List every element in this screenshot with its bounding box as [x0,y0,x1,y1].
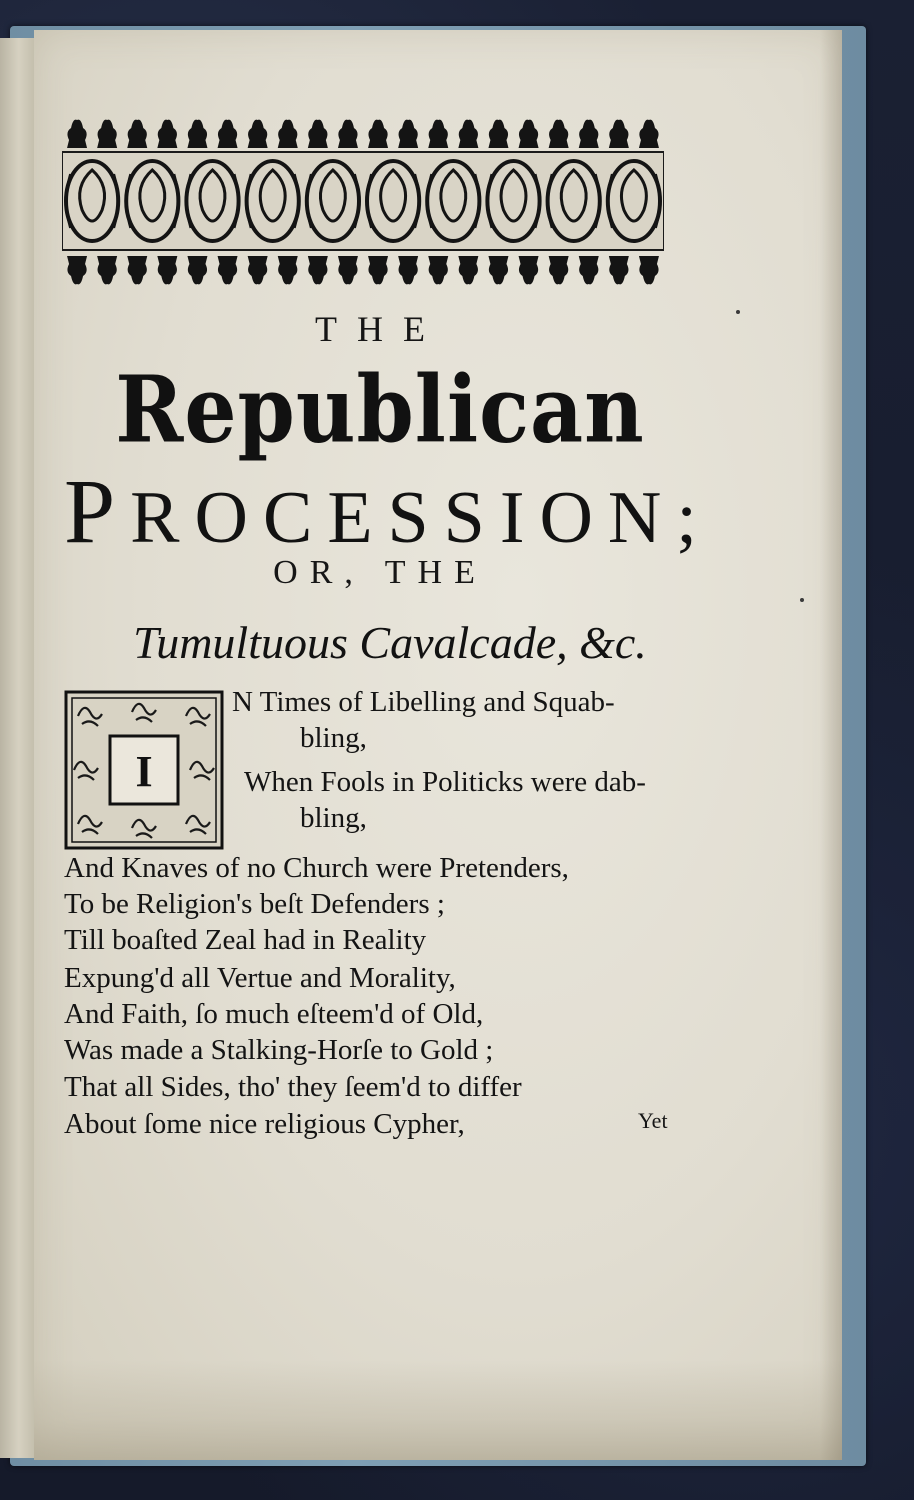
verse-line-6: Expung'd all Vertue and Morality, [64,962,456,994]
title-republican: Republican [115,356,645,464]
verse-line-8: Was made a Stalking-Horſe to Gold ; [64,1034,494,1066]
title-subtitle: Tumultuous Cavalcade, &c. [133,617,647,668]
verse-line-4: To be Religion's beſt Defenders ; [64,888,445,920]
verse-line-3: And Knaves of no Church were Pretenders, [64,852,569,884]
verse-line-5: Till boaſted Zeal had in Reality [64,924,427,956]
verse-line-1: N Times of Libelling and Squab- [232,686,615,718]
verse-line-2-cont: bling, [300,802,367,834]
verse-line-9: That all Sides, tho' they ſeem'd to differ [64,1071,522,1103]
dropcap-letter: I [135,747,153,796]
title-procession-initial: P [64,460,131,562]
catchword: Yet [638,1108,668,1133]
title-or-the: OR, THE [273,554,487,591]
verse-line-10: About ſome nice religious Cypher, [64,1108,465,1140]
ink-speck [800,598,804,602]
verse-line-2: When Fools in Politicks were dab- [244,766,646,798]
verse-line-7: And Faith, ſo much eſteem'd of Old, [64,998,484,1030]
title-procession-rest: ROCESSION; [130,477,712,559]
verse-line-1-cont: bling, [300,722,367,754]
ink-speck [736,310,740,314]
title-the: THE [315,309,445,349]
